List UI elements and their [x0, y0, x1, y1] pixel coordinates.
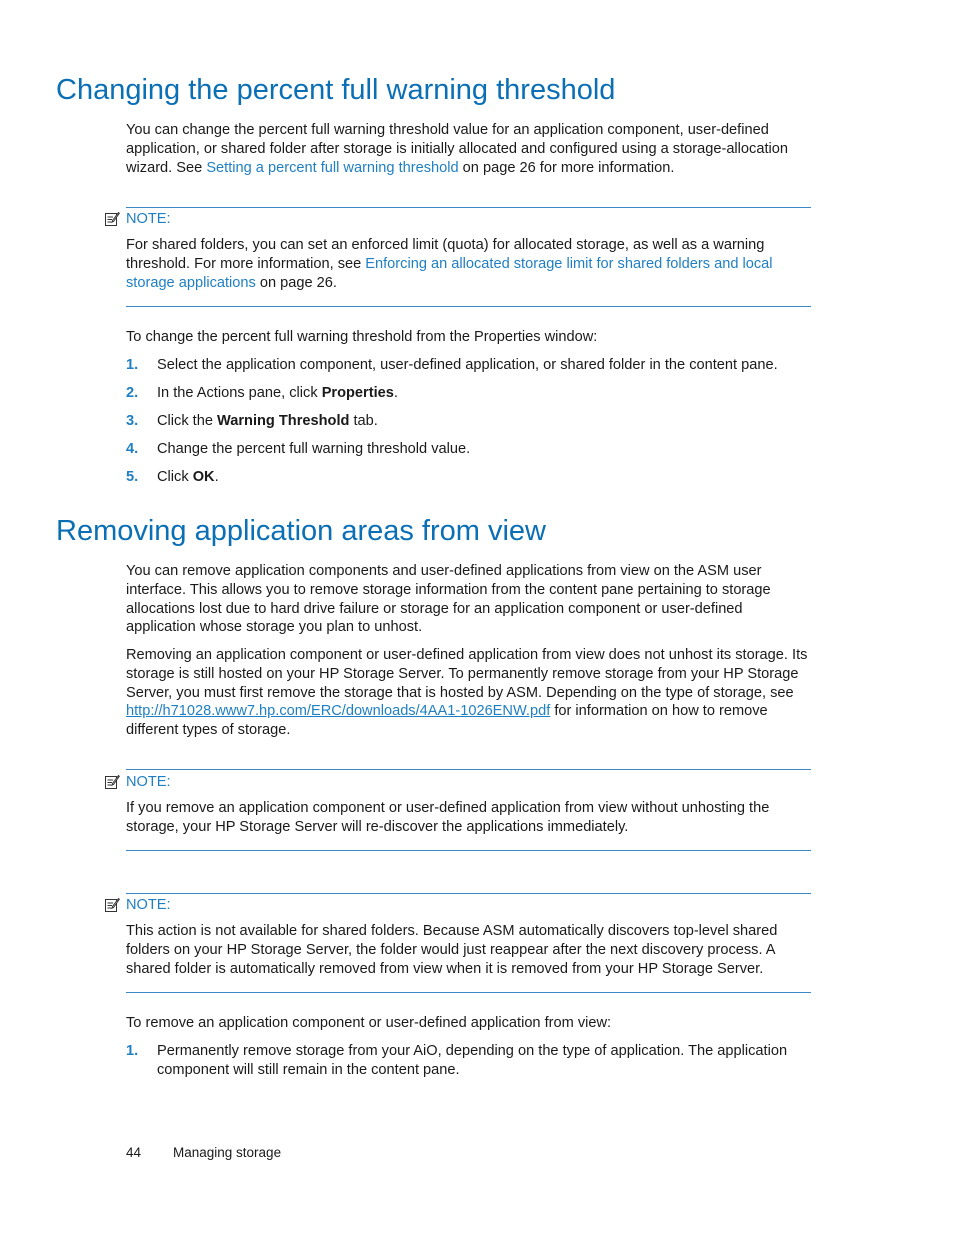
para2-text-after: for information on how to remove different types of storage.	[126, 703, 768, 739]
note-header	[104, 209, 171, 229]
note-body: If you remove an application component or user-defined application from view without unhosting the storage, your HP Storage Server will re-discover the applications immediately.	[126, 800, 770, 835]
step-number: 3.	[126, 413, 139, 429]
note-rule-top	[126, 769, 811, 770]
intro-text: You can change the percent full warning threshold value for an application component, user-defined application, or shared folder after storage is initially allocated and configured using a storage-allocation wizard. See	[126, 122, 788, 176]
link-hp-pdf[interactable]: http://h71028.www7.hp.com/ERC/downloads/4AA1-1026ENW.pdf	[126, 703, 551, 720]
step-text-pre: In the Actions pane, click	[157, 385, 322, 401]
note-label: NOTE:	[126, 897, 171, 913]
step-text: Change the percent full warning threshold value.	[157, 441, 471, 457]
step-number: 1.	[126, 357, 139, 373]
link-setting-threshold[interactable]: Setting a percent full warning threshold	[206, 159, 459, 176]
note-rule-bottom	[126, 306, 811, 307]
step-text	[157, 384, 812, 403]
removing-paragraph-2	[126, 646, 812, 740]
note-rule-top	[126, 207, 811, 208]
removing-paragraph-1: You can remove application components and user-defined applications from view on the ASM user interface. This allows you to remove storage information from the content pane pertaining to storage allocations lost due to hard drive failure or storage for an application component or user-defined application whose storage you plan to unhost.	[126, 563, 771, 636]
step-number: 5.	[126, 469, 139, 485]
para2-text: Removing an application component or user-defined application from view does not unhost its storage. Its storage is still hosted on your HP Storage Server. To permanently remove storage from your HP Storage Server, you must first remove the storage that is hosted by ASM. Depending on the type of storage, see	[126, 647, 808, 701]
step-text-post: .	[393, 385, 398, 401]
step-text-post: tab.	[349, 413, 378, 429]
intro-paragraph	[126, 121, 812, 177]
step-ui-term: Properties	[321, 385, 394, 401]
step-number: 2.	[126, 385, 139, 401]
note-text-after: on page 26.	[255, 274, 337, 291]
step-text: Permanently remove storage from your AiO, depending on the type of application. The application component will still remain in the content pane.	[157, 1043, 788, 1078]
note-rule-top	[126, 893, 811, 894]
step-text-pre: Click	[157, 469, 193, 485]
note-header	[104, 895, 171, 915]
note-pencil-icon	[104, 774, 120, 790]
section-heading-percent-full: Changing the percent full warning threshold	[56, 74, 616, 106]
note-header	[104, 772, 171, 792]
step-ui-term: OK	[192, 469, 215, 485]
note-rule-bottom	[126, 992, 811, 993]
step-number: 4.	[126, 441, 139, 457]
note-text: For shared folders, you can set an enforced limit (quota) for allocated storage, as well as a warning threshold. For more information, see	[126, 237, 765, 272]
note-pencil-icon	[104, 897, 120, 913]
step-text	[157, 468, 812, 487]
step-text: Select the application component, user-defined application, or shared folder in the content pane.	[157, 357, 778, 373]
note-body	[126, 236, 812, 292]
note-label: NOTE:	[126, 774, 171, 790]
step-ui-term: Warning Threshold	[217, 413, 350, 429]
footer-section-name: Managing storage	[173, 1145, 282, 1160]
step-text-post: .	[214, 469, 219, 485]
step-text-pre: Click the	[157, 413, 218, 429]
section-heading-removing-areas: Removing application areas from view	[56, 515, 546, 547]
link-enforcing-limit[interactable]: Enforcing an allocated storage limit for shared folders and local storage applications	[126, 255, 773, 291]
page-number: 44	[126, 1145, 142, 1160]
note-rule-bottom	[126, 850, 811, 851]
note-pencil-icon	[104, 211, 120, 227]
note-body: This action is not available for shared folders. Because ASM automatically discovers top-level shared folders on your HP Storage Server, the folder would just reappear after the next discovery process. A shared folder is automatically removed from view when it is removed from your HP Storage Server.	[126, 923, 778, 977]
procedure-lead: To change the percent full warning threshold from the Properties window:	[126, 329, 598, 345]
procedure-lead: To remove an application component or user-defined application from view:	[126, 1015, 612, 1031]
intro-text-after: on page 26 for more information.	[458, 159, 675, 176]
note-label: NOTE:	[126, 211, 171, 227]
step-number: 1.	[126, 1043, 139, 1059]
step-text	[157, 412, 812, 431]
